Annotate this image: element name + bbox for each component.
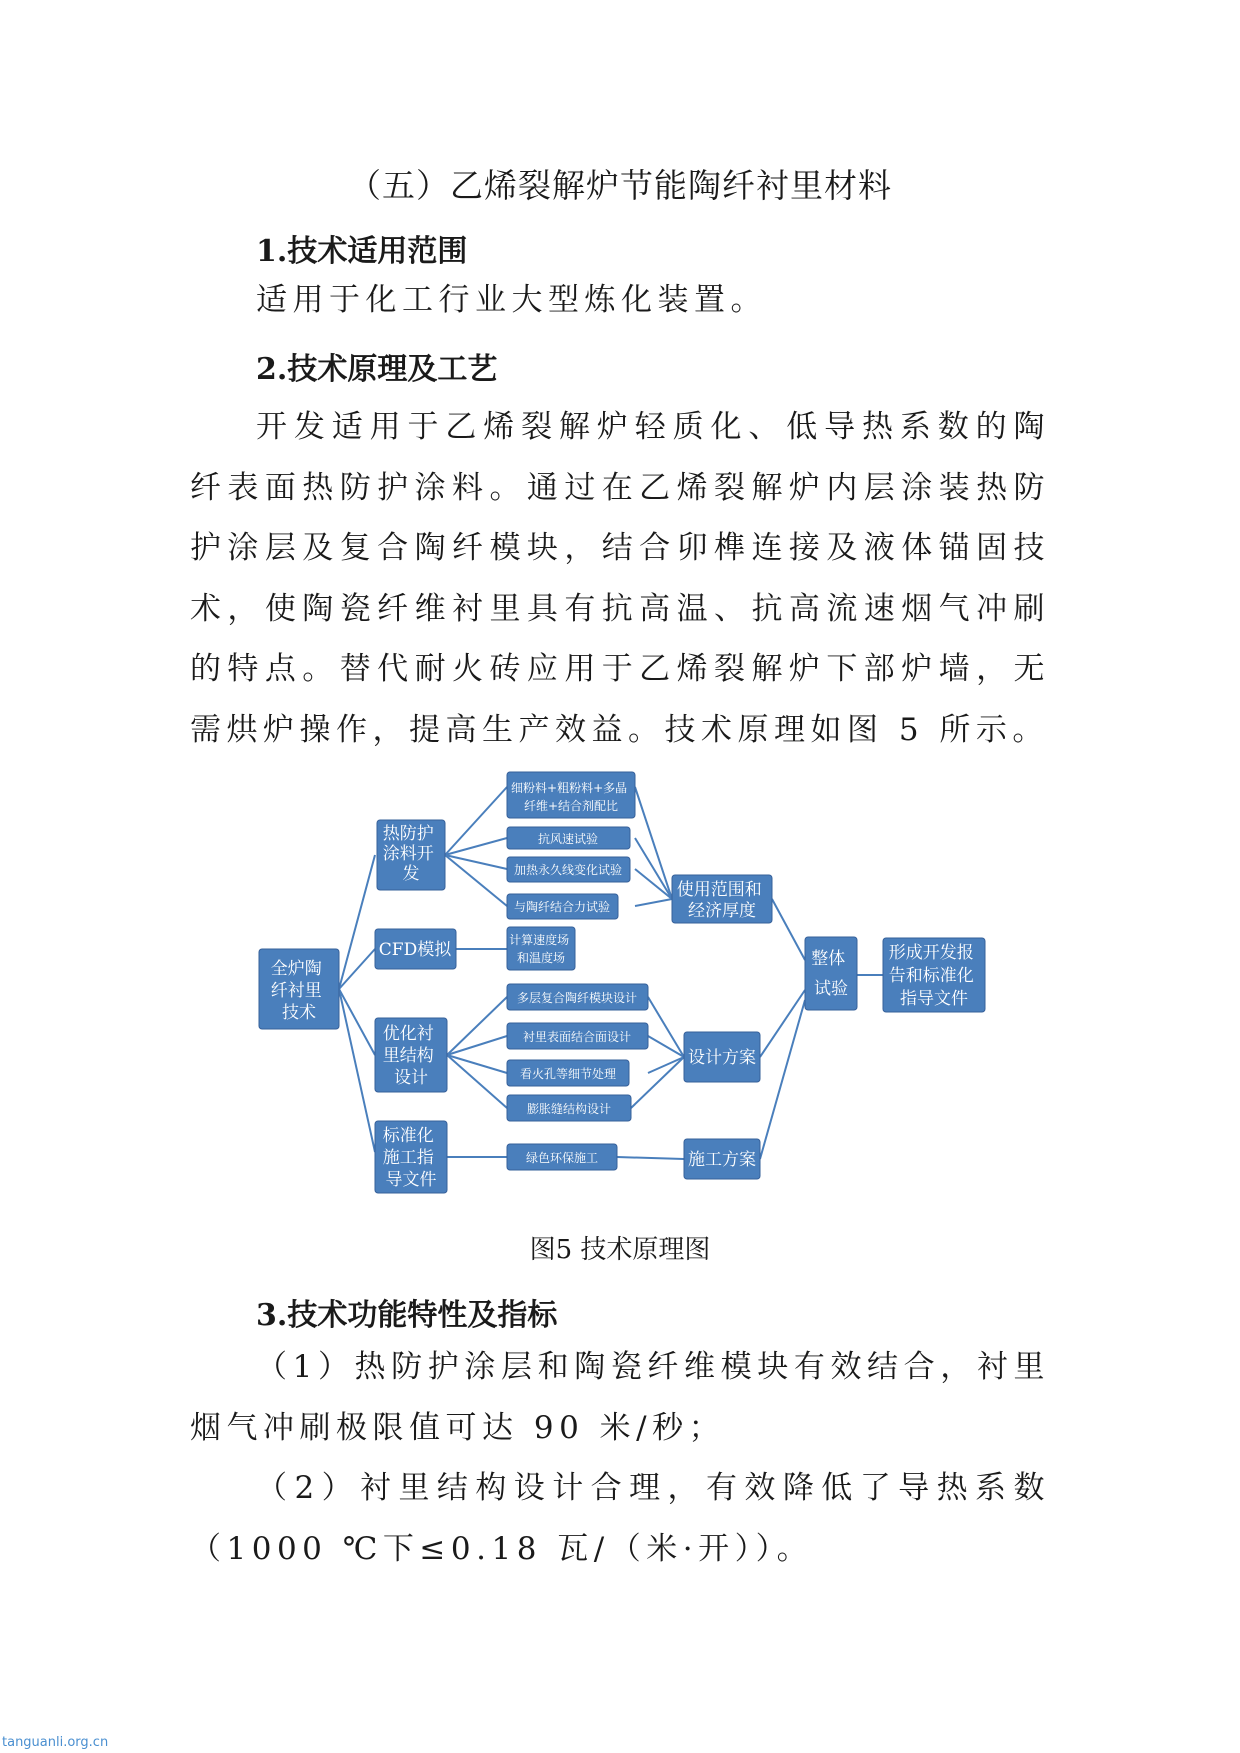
node-report-standard-docs [883, 938, 985, 1012]
section-heading-principle: 2.技术原理及工艺 [256, 352, 498, 387]
node-design-plan [684, 1032, 760, 1082]
svg-text:CFD模拟: CFD模拟 [378, 940, 452, 960]
watermark: tanguanli.org.cn [2, 1735, 109, 1750]
node-bond-strength-test [507, 894, 618, 919]
node-peephole-detail [507, 1060, 629, 1086]
figure-caption: 图5 技术原理图 [529, 1235, 711, 1265]
svg-text:计算速度场 和温度场: 计算速度场 和温度场 [509, 933, 570, 965]
svg-text:衬里表面结合面设计: 衬里表面结合面设计 [522, 1030, 632, 1044]
svg-text:整体 试验: 整体 试验 [811, 949, 848, 999]
section-heading-scope: 1.技术适用范围 [256, 234, 468, 269]
paragraph-scope: 适用于化工行业大型炼化装置。 [256, 282, 767, 318]
svg-text:多层复合陶纤模块设计: 多层复合陶纤模块设计 [516, 991, 638, 1005]
node-powder-ratio [507, 772, 635, 818]
node-standard-construction-guide [375, 1121, 447, 1193]
svg-text:抗风速试验: 抗风速试验 [537, 832, 599, 846]
svg-text:与陶纤结合力试验: 与陶纤结合力试验 [513, 900, 611, 914]
svg-text:加热永久线变化试验: 加热永久线变化试验 [513, 863, 623, 877]
section-heading-features: 3.技术功能特性及指标 [256, 1298, 558, 1333]
paragraph-feature-2: （2）衬里结构设计合理，有效降低了导热系数（1000 ℃下≤0.18 瓦/（米·开））。 [190, 1470, 1050, 1567]
svg-text:看火孔等细节处理: 看火孔等细节处理 [519, 1067, 617, 1081]
node-calc-velocity-temperature [507, 927, 575, 970]
svg-text:形成开发报 告和标准化 指导文件: 形成开发报 告和标准化 指导文件 [888, 943, 974, 1009]
node-heating-test [507, 857, 630, 882]
paragraph-feature-1: （1）热防护涂层和陶瓷纤维模块有效结合，衬里烟气冲刷极限值可达 90 米/秒； [190, 1349, 1050, 1446]
node-usage-economic-thickness [672, 875, 772, 923]
svg-text:施工方案: 施工方案 [688, 1150, 756, 1170]
node-root-full-furnace-lining [259, 949, 339, 1029]
node-construction-plan [684, 1139, 760, 1179]
node-cfd-simulation [375, 929, 456, 969]
document-title: （五）乙烯裂解炉节能陶纤衬里材料 [348, 166, 892, 205]
node-wind-speed-test [507, 827, 630, 849]
svg-text:优化衬 里结构 设计: 优化衬 里结构 设计 [382, 1024, 434, 1088]
node-optimize-lining-structure [375, 1018, 447, 1092]
svg-text:标准化 施工指 导文件: 标准化 施工指 导文件 [382, 1126, 437, 1190]
paragraph-principle: 开发适用于乙烯裂解炉轻质化、低导热系数的陶纤表面热防护涂料。通过在乙烯裂解炉内层涂装热防护涂层及复合陶纤模块，结合卯榫连接及液体锚固技术，使陶瓷纤维衬里具有抗高温、抗高流速烟气冲刷的特点。替代耐火砖应用于乙烯裂解炉下部炉墙，无需烘炉操作，提高生产效益。技术原理如图 5 所示。 [190, 409, 1050, 748]
svg-text:全炉陶 纤衬里 技术: 全炉陶 纤衬里 技术 [270, 959, 322, 1023]
node-expansion-joint [507, 1095, 631, 1121]
node-module-design [507, 984, 648, 1010]
svg-text:设计方案: 设计方案 [688, 1048, 756, 1068]
svg-text:使用范围和 经济厚度: 使用范围和 经济厚度 [676, 880, 762, 921]
node-green-construction [507, 1144, 617, 1170]
svg-text:细粉料+粗粉料+多晶 纤维+结合剂配比: 细粉料+粗粉料+多晶 纤维+结合剂配比 [511, 781, 628, 813]
node-surface-design [507, 1023, 648, 1049]
svg-text:膨胀缝结构设计: 膨胀缝结构设计 [526, 1102, 612, 1116]
node-thermal-coating-development [377, 820, 445, 890]
svg-text:绿色环保施工: 绿色环保施工 [525, 1151, 599, 1165]
node-overall-test [805, 937, 857, 1010]
svg-text:热防护 涂料开 发: 热防护 涂料开 发 [382, 824, 434, 884]
